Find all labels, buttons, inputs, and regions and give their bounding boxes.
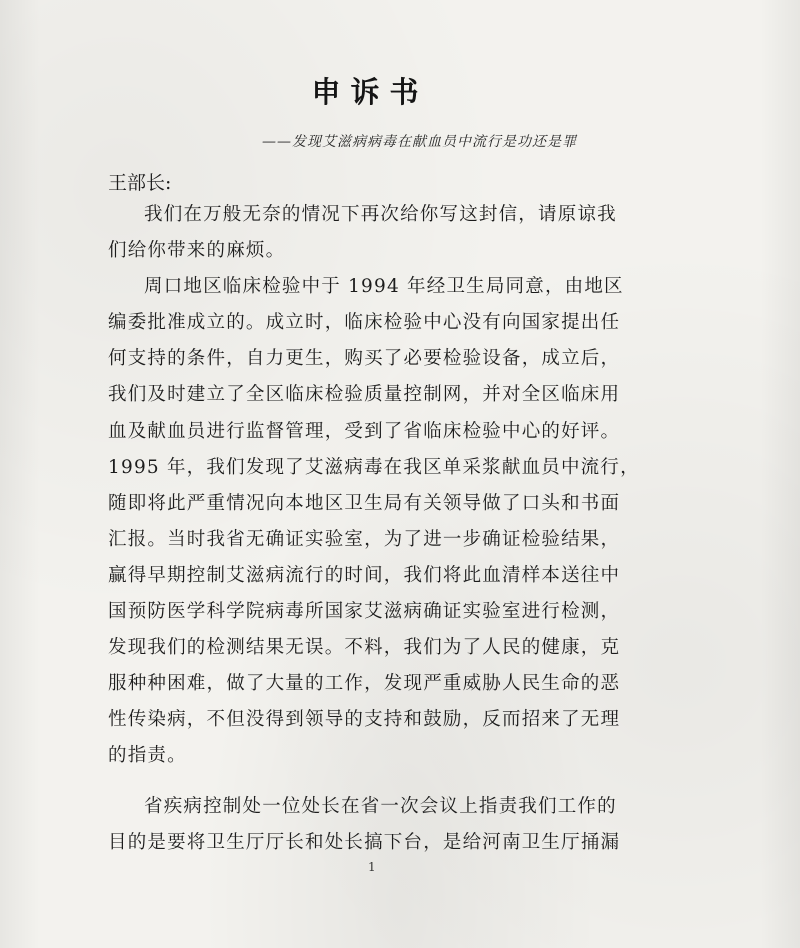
letter-body (108, 197, 668, 861)
body-line: 赢得早期控制艾滋病流行的时间，我们将此血清样本送往中 (108, 564, 621, 586)
body-line: 血及献血员进行监督管理，受到了省临床检验中心的好评。 (108, 420, 621, 442)
document-subtitle: ——发现艾滋病病毒在献血员中流行是功还是罪 (262, 134, 577, 150)
body-line: 省疾病控制处一位处长在省一次会议上指责我们工作的 (144, 795, 617, 817)
document-title: 申诉书 (311, 75, 429, 109)
body-line: 发现我们的检测结果无误。不料，我们为了人民的健康，克 (108, 637, 621, 659)
page-number: 1 (368, 860, 376, 874)
body-line: 1995 年，我们发现了艾滋病毒在我区单采浆献血员中流行， (108, 456, 640, 478)
body-line: 随即将此严重情况向本地区卫生局有关领导做了口头和书面 (108, 492, 621, 514)
body-line: 们给你带来的麻烦。 (108, 240, 286, 262)
body-line: 的指责。 (108, 745, 187, 767)
body-line: 我们在万般无奈的情况下再次给你写这封信，请原谅我 (144, 204, 617, 225)
body-line: 何支持的条件，自力更生，购买了必要检验设备，成立后， (108, 348, 621, 370)
body-line: 服种种困难，做了大量的工作，发现严重威胁人民生命的恶 (108, 673, 621, 695)
body-line: 国预防医学科学院病毒所国家艾滋病确证实验室进行检测， (108, 601, 621, 623)
body-line: 编委批准成立的。成立时，临床检验中心没有向国家提出任 (108, 312, 621, 334)
body-line: 性传染病，不但没得到领导的支持和鼓励，反而招来了无理 (108, 709, 621, 731)
body-line: 汇报。当时我省无确证实验室，为了进一步确证检验结果， (108, 528, 621, 550)
body-line: 目的是要将卫生厅厅长和处长搞下台，是给河南卫生厅捅漏 (108, 831, 621, 853)
salutation: 王部长: (108, 172, 172, 194)
body-line: 周口地区临床检验中于 1994 年经卫生局同意，由地区 (144, 276, 624, 298)
body-line: 我们及时建立了全区临床检验质量控制网，并对全区临床用 (108, 384, 621, 406)
